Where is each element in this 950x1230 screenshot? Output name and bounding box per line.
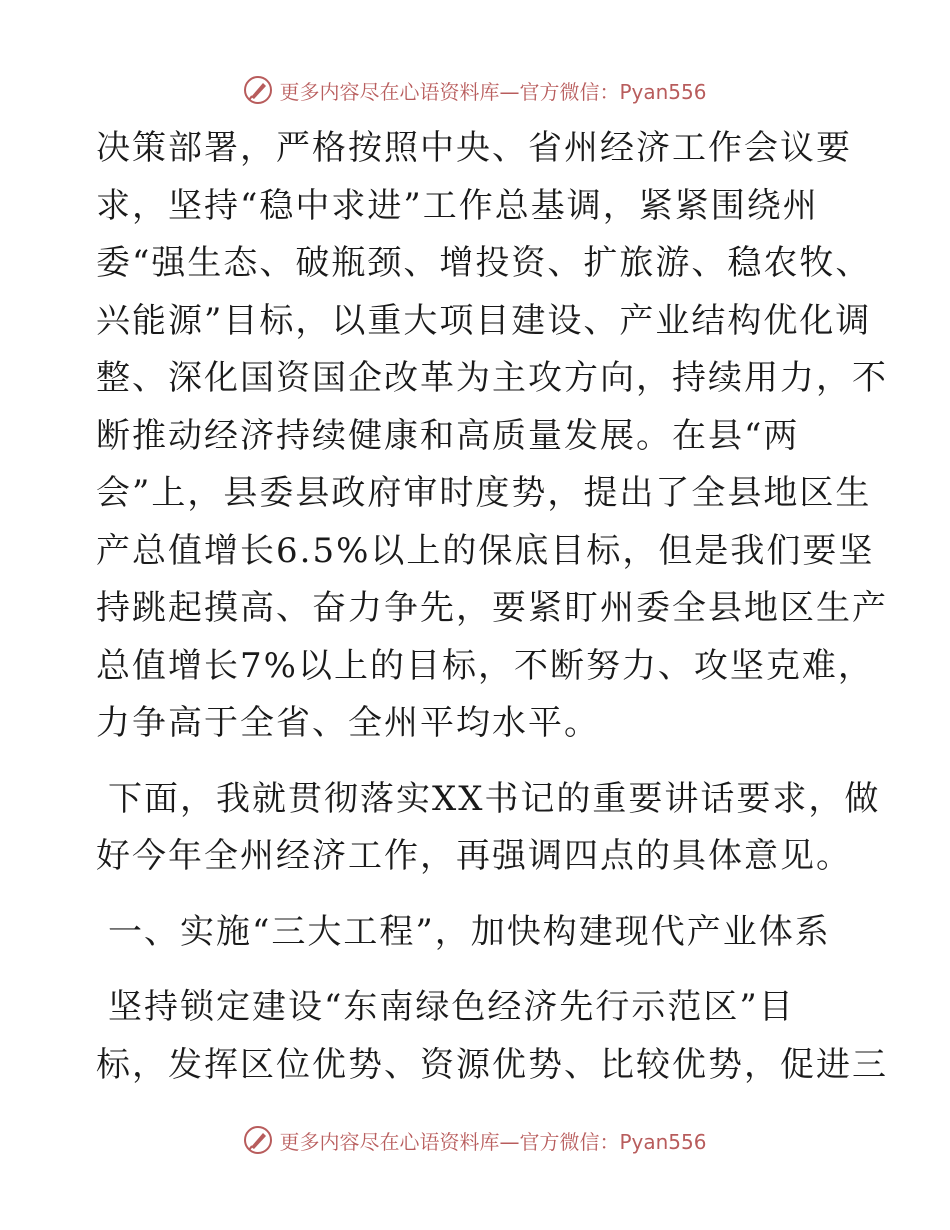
footer-watermark [0, 1120, 950, 1160]
heading-text: 一、实施“三大工程”，加快构建现代产业体系 [108, 911, 831, 952]
paragraph-2 [96, 771, 881, 886]
document-body [96, 120, 888, 1094]
header-watermark [0, 70, 950, 110]
quill-pen-icon [243, 75, 273, 105]
text-line: 整、深化国资国企改革为主攻方向，持续用力，不 [96, 358, 888, 398]
text-line: 总值增长7%以上的目标，不断努力、攻坚克难， [96, 645, 874, 686]
text-line: 会”上，县委县政府审时度势，提出了全县地区生 [96, 473, 872, 513]
section-heading [96, 904, 866, 962]
text-line: 下面，我就贯彻落实XX书记的重要讲话要求，做 [108, 778, 881, 819]
text-line: 兴能源”目标，以重大项目建设、产业结构优化调 [96, 300, 872, 341]
watermark-text: 更多内容尽在心语资料库—官方微信：Pyan556 [279, 79, 707, 104]
text-line: 产总值增长6.5%以上的保底目标，但是我们要坚 [96, 530, 875, 571]
watermark-text: 更多内容尽在心语资料库—官方微信：Pyan556 [279, 1129, 707, 1154]
text-line: 坚持锁定建设“东南绿色经济先行示范区”目 [108, 987, 795, 1027]
text-line: 持跳起摸高、奋力争先，要紧盯州委全县地区生产 [96, 588, 888, 628]
text-line: 标，发挥区位优势、资源优势、比较优势，促进三 [96, 1044, 888, 1085]
text-line: 力争高于全省、全州平均水平。 [96, 703, 600, 743]
text-line: 好今年全州经济工作，再强调四点的具体意见。 [96, 836, 852, 876]
text-line: 求，坚持“稳中求进”工作总基调，紧紧围绕州 [96, 185, 819, 226]
text-line: 决策部署，严格按照中央、省州经济工作会议要 [96, 128, 852, 168]
quill-pen-icon [243, 1125, 273, 1155]
paragraph-3 [96, 979, 888, 1094]
text-line: 断推动经济持续健康和高质量发展。在县“两 [96, 415, 800, 456]
paragraph-1 [96, 120, 888, 753]
text-line: 委“强生态、破瓶颈、增投资、扩旅游、稳农牧、 [96, 243, 872, 283]
